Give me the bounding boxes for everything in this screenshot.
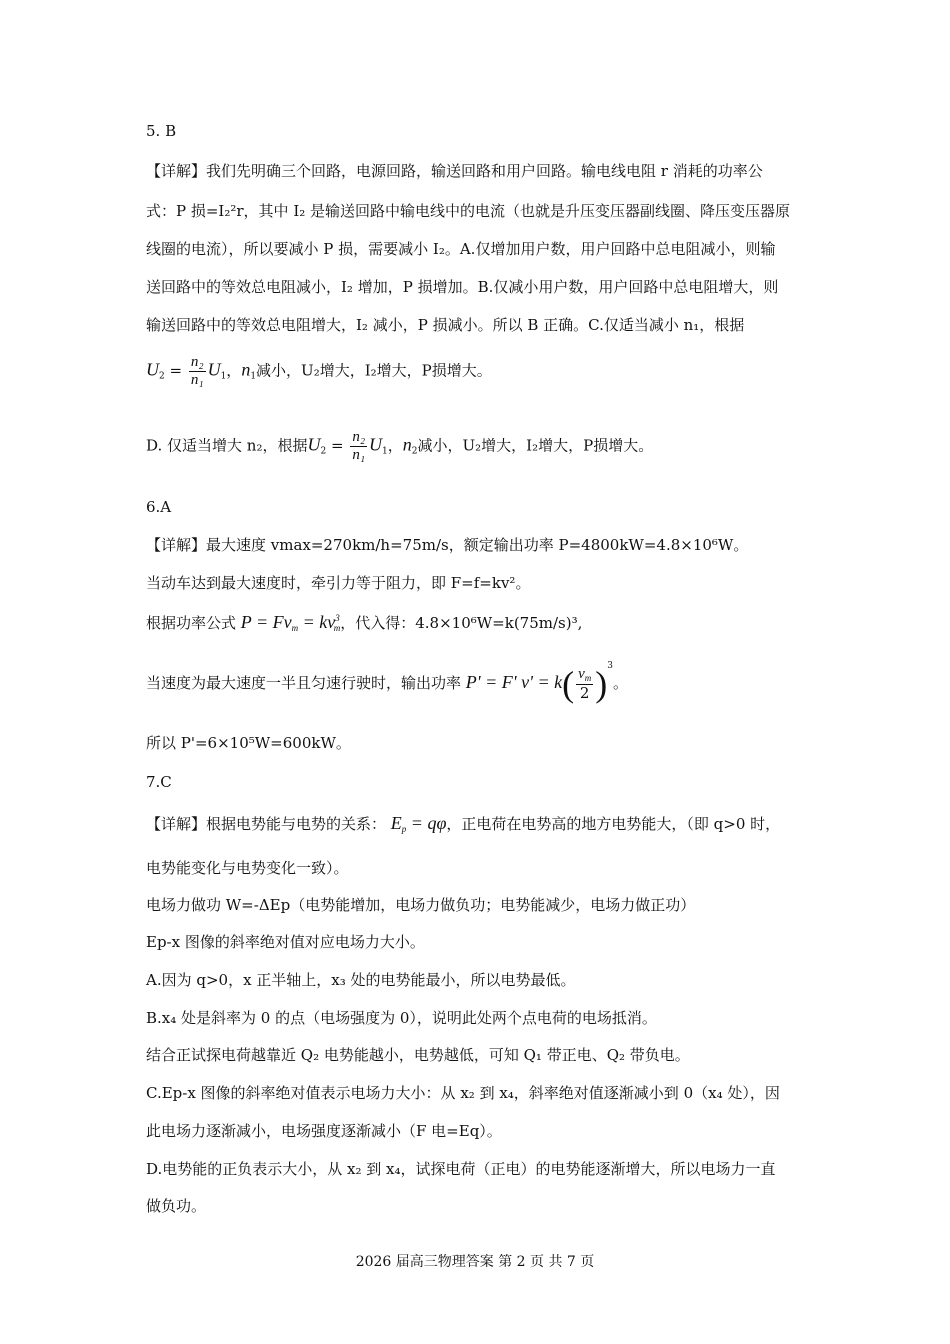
transformer-ratio-fraction-d: $\frac{\text{n₂}}{\text{n₁}}$	[352, 429, 366, 463]
q7-line-8: C.Ep-x 图像的斜率绝对值表示电场力大小：从 x₂ 到 x₄，斜率绝对值逐渐减小到 0（x₄ 处），因	[146, 1084, 780, 1102]
q6-line-5: 所以 P'=6×10⁵W=600kW。	[146, 734, 351, 752]
q5-line-3: 线圈的电流），所以要减小 P 损，需要减小 I₂。A.仅增加用户数，用户回路中总电阻减小，则输	[146, 240, 776, 258]
q5-option-c-formula: $U_2$ = $\frac{\text{n₂}}{\text{n₁}}$ $U_1$，$n_1$减小，U₂增大，I₂增大，P损增大。	[146, 354, 492, 388]
q7-line-7: 结合正试探电荷越靠近 Q₂ 电势能越小，电势越低，可知 Q₁ 带正电、Q₂ 带负电。	[146, 1046, 690, 1064]
q7-line-1	[146, 814, 780, 834]
q5-line-5: 输送回路中的等效总电阻增大，I₂ 减小，P 损减小。所以 B 正确。C.仅适当减小 n₁，根据	[146, 316, 745, 334]
potential-energy-formula: $E_p = q\varphi$	[390, 813, 447, 834]
q5-line-2: 式：P 损=I₂²r，其中 I₂ 是输送回路中输电线中的电流（也就是升压变压器副线圈、降压变压器原	[146, 202, 791, 220]
q7-line-2: 电势能变化与电势变化一致）。	[146, 859, 349, 877]
q6-line-4-tail: 。	[613, 674, 629, 692]
transformer-ratio-fraction: $\frac{\text{n₂}}{\text{n₁}}$	[190, 354, 204, 388]
q5-option-d-prefix: D. 仅适当增大 n₂，根据	[146, 436, 308, 455]
q7-line-3: 电场力做功 W=-ΔEp（电势能增加，电场力做负功；电势能减少，电场力做正功）	[146, 896, 696, 914]
q7-line-6: B.x₄ 处是斜率为 0 的点（电场强度为 0），说明此处两个点电荷的电场抵消。	[146, 1009, 657, 1027]
q6-line-4-prefix: 当速度为最大速度一半且匀速行驶时，输出功率	[146, 674, 462, 692]
q6-number: 6.A	[146, 498, 172, 516]
q5-option-d-tail: 减小，U₂增大，I₂增大，P损增大。	[417, 436, 654, 455]
q6-line-3	[146, 613, 582, 633]
q6-line-3-prefix: 根据功率公式	[146, 614, 237, 632]
q7-line-9: 此电场力逐渐减小，电场强度逐渐减小（F 电=Eq）。	[146, 1122, 502, 1140]
q6-line-2: 当动车达到最大速度时，牵引力等于阻力，即 F=f=kv²。	[146, 574, 531, 592]
q5-number: 5. B	[146, 122, 177, 140]
q5-option-c-tail: 减小，U₂增大，I₂增大，P损增大。	[256, 361, 492, 380]
page-footer: 2026 届高三物理答案 第 2 页 共 7 页	[355, 1254, 595, 1270]
q7-line-11: 做负功。	[146, 1197, 207, 1215]
q7-line-5: A.因为 q>0，x 正半轴上，x₃ 处的电势能最小，所以电势最低。	[146, 971, 576, 989]
power-formula: $P = Fv_m = kv^3_m$	[240, 612, 341, 633]
q7-line-10: D.电势能的正负表示大小，从 x₂ 到 x₄，试探电荷（正电）的电势能逐渐增大，所以电场力一直	[146, 1160, 776, 1178]
q5-line-4: 送回路中的等效总电阻减小，I₂ 增加，P 损增加。B.仅减小用户数，用户回路中总电阻增大，则	[146, 278, 779, 296]
q7-line-1-prefix: 【详解】根据电势能与电势的关系：	[146, 815, 387, 833]
q5-line-1: 【详解】我们先明确三个回路，电源回路，输送回路和用户回路。输电线电阻 r 消耗的功率公	[146, 162, 763, 180]
q7-line-1-tail: ，正电荷在电势高的地方电势能大，（即 q>0 时，	[446, 815, 781, 833]
q6-line-4: 当速度为最大速度一半且匀速行驶时，输出功率 P' = F' v' = k( $\frac{v_m}{2}$ )$^3$。	[146, 661, 629, 704]
q5-option-d: D. 仅适当增大 n₂，根据$U_2$ = $\frac{\text{n₂}}{\text{n₁}}$ $U_1$，$n_2$减小，U₂增大，I₂增大，P损增大。	[146, 429, 654, 463]
half-speed-power-formula: P' = F' v' = k	[465, 672, 563, 692]
q6-line-3-tail: ，代入得：4.8×10⁶W=k(75m/s)³,	[340, 614, 583, 632]
q7-number: 7.C	[146, 773, 172, 791]
q6-line-1: 【详解】最大速度 vmax=270km/h=75m/s，额定输出功率 P=4800kW=4.8×10⁶W。	[146, 536, 749, 554]
q7-line-4: Ep-x 图像的斜率绝对值对应电场力大小。	[146, 933, 425, 951]
